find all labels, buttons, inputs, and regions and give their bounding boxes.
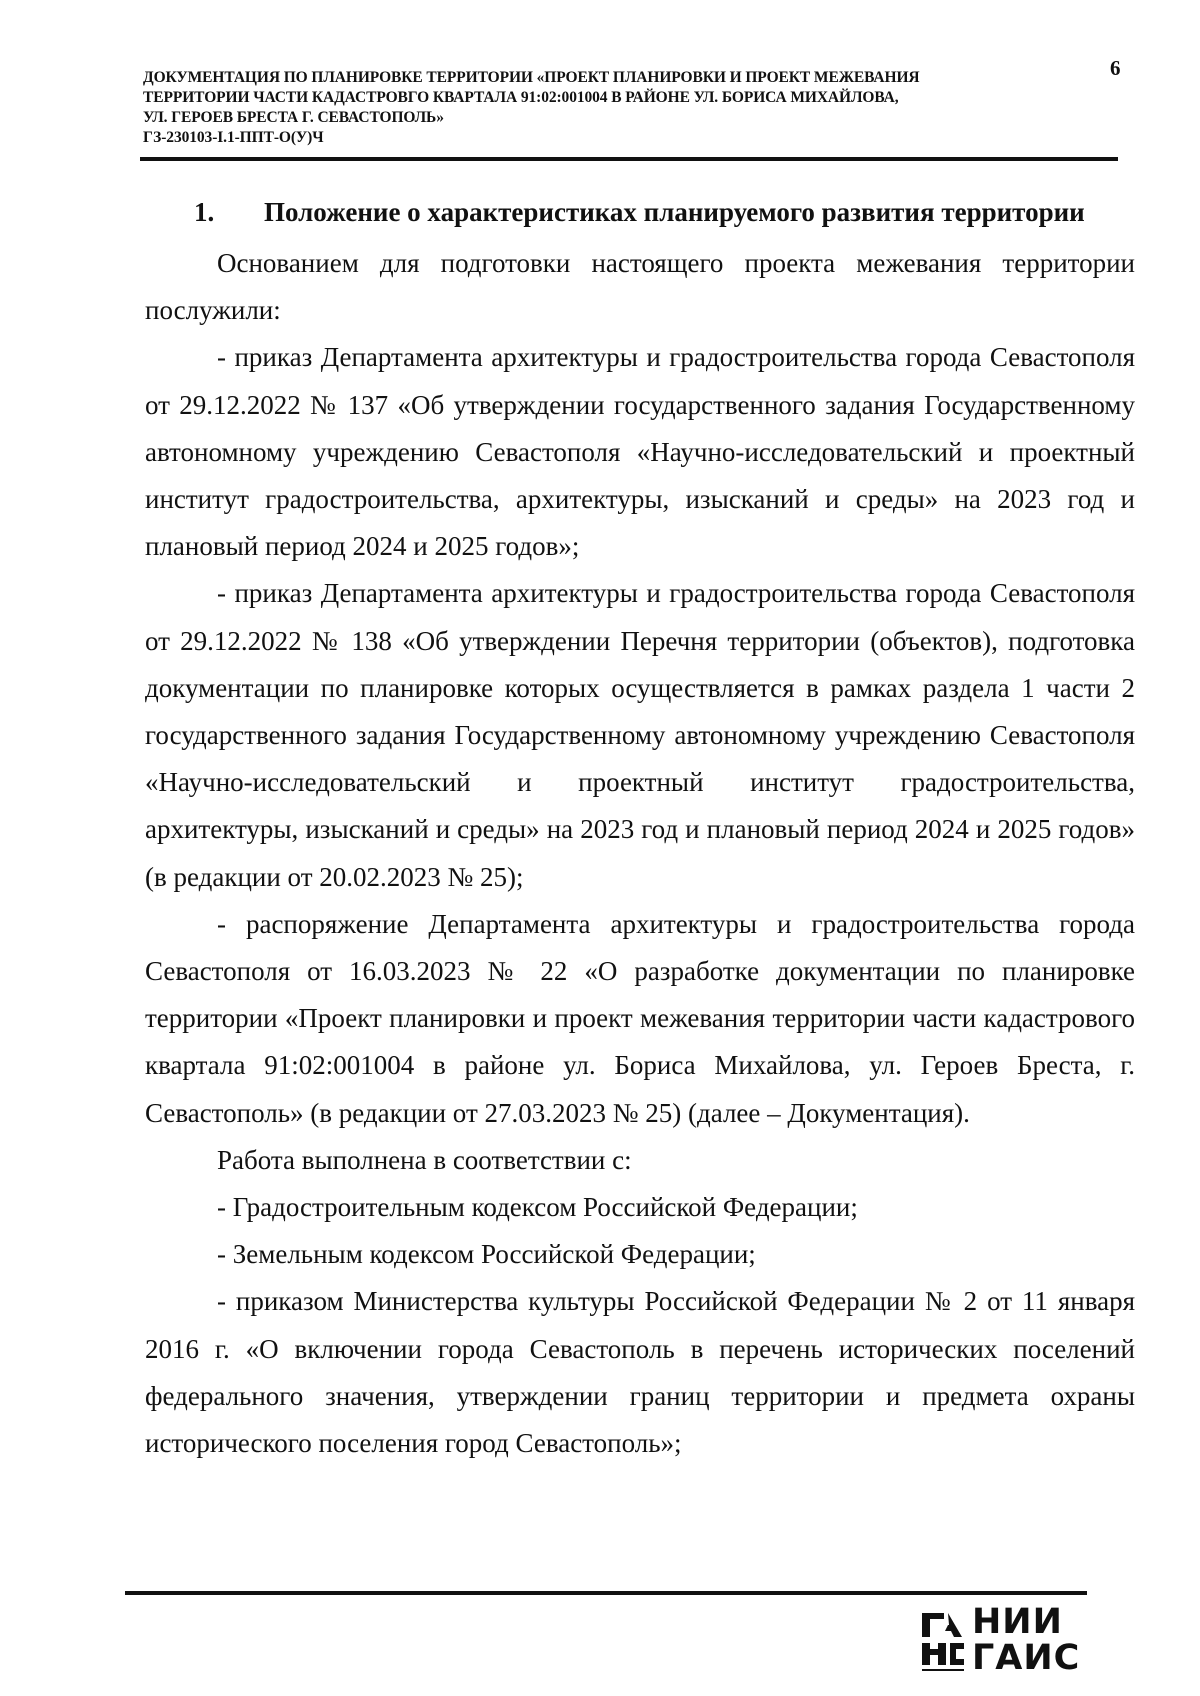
paragraph: - распоряжение Департамента архитектуры и градостроительства города Севастополя от 16.03.2023 № 22 «О разработке документации по планировке территории «Проект планировки и проект межевания территории части кадастрового квартала 91:02:001004 в районе ул. Бориса Михайлова, ул. Героев Бреста, г. Севастополь» (в редакции от 27.03.2023 № 25) (далее – Документация). bbox=[145, 908, 1135, 1128]
paragraph: Основанием для подготовки настоящего проекта межевания территории послужили: bbox=[145, 248, 1135, 326]
section-heading bbox=[194, 197, 1094, 228]
paragraph: Работа выполнена в соответствии с: bbox=[217, 1144, 632, 1175]
section-title: Положение о характеристиках планируемого развития территории bbox=[264, 197, 1085, 227]
footer-divider bbox=[125, 1591, 1087, 1595]
logo-line-1: НИИ bbox=[972, 1602, 1063, 1642]
header-line: УЛ. ГЕРОЕВ БРЕСТА Г. СЕВАСТОПОЛЬ» bbox=[143, 109, 444, 126]
institute-logo-text bbox=[972, 1604, 1080, 1676]
paragraph: - приказ Департамента архитектуры и градостроительства города Севастополя от 29.12.2022 № 137 «Об утверждении государственного задания Государственному автономному учреждению Севастополя «Научно-исследовательский и проектный институт градостроительства, архитектуры, изысканий и среды» на 2023 год и плановый период 2024 и 2025 годов»; bbox=[145, 342, 1135, 562]
paragraph: - приказом Министерства культуры Российской Федерации № 2 от 11 января 2016 г. «О включении города Севастополь в перечень исторических поселений федерального значения, утверждении границ территории и предмета охраны исторического поселения город Севастополь»; bbox=[145, 1286, 1135, 1459]
paragraph: - приказ Департамента архитектуры и градостроительства города Севастополя от 29.12.2022 № 138 «Об утверждении Перечня территории (объектов), подготовка документации по планировке которых осуществляется в рамках раздела 1 части 2 государственного задания Государственному автономному учреждению Севастополя «Научно-исследовательский и проектный институт градостроительства, архитектуры, изысканий и среды» на 2023 год и плановый период 2024 и 2025 годов» (в редакции от 20.02.2023 № 25); bbox=[145, 578, 1135, 892]
document-body bbox=[145, 240, 1135, 1467]
document-header bbox=[143, 68, 1093, 148]
logo-line-2: ГАИС bbox=[972, 1638, 1081, 1678]
header-code: ГЗ-230103-I.1-ППТ-О(У)Ч bbox=[143, 129, 324, 146]
paragraph: - Земельным кодексом Российской Федерации; bbox=[217, 1239, 756, 1270]
paragraph: - Градостроительным кодексом Российской Федерации; bbox=[217, 1192, 858, 1223]
header-line: ДОКУМЕНТАЦИЯ ПО ПЛАНИРОВКЕ ТЕРРИТОРИИ «ПРОЕКТ ПЛАНИРОВКИ И ПРОЕКТ МЕЖЕВАНИЯ bbox=[143, 69, 920, 86]
header-divider bbox=[140, 157, 1118, 161]
header-line: ТЕРРИТОРИИ ЧАСТИ КАДАСТРОВГО КВАРТАЛА 91:02:001004 В РАЙОНЕ УЛ. БОРИСА МИХАЙЛОВА, bbox=[143, 89, 899, 106]
section-number: 1. bbox=[194, 197, 215, 227]
page-number: 6 bbox=[1110, 56, 1121, 80]
